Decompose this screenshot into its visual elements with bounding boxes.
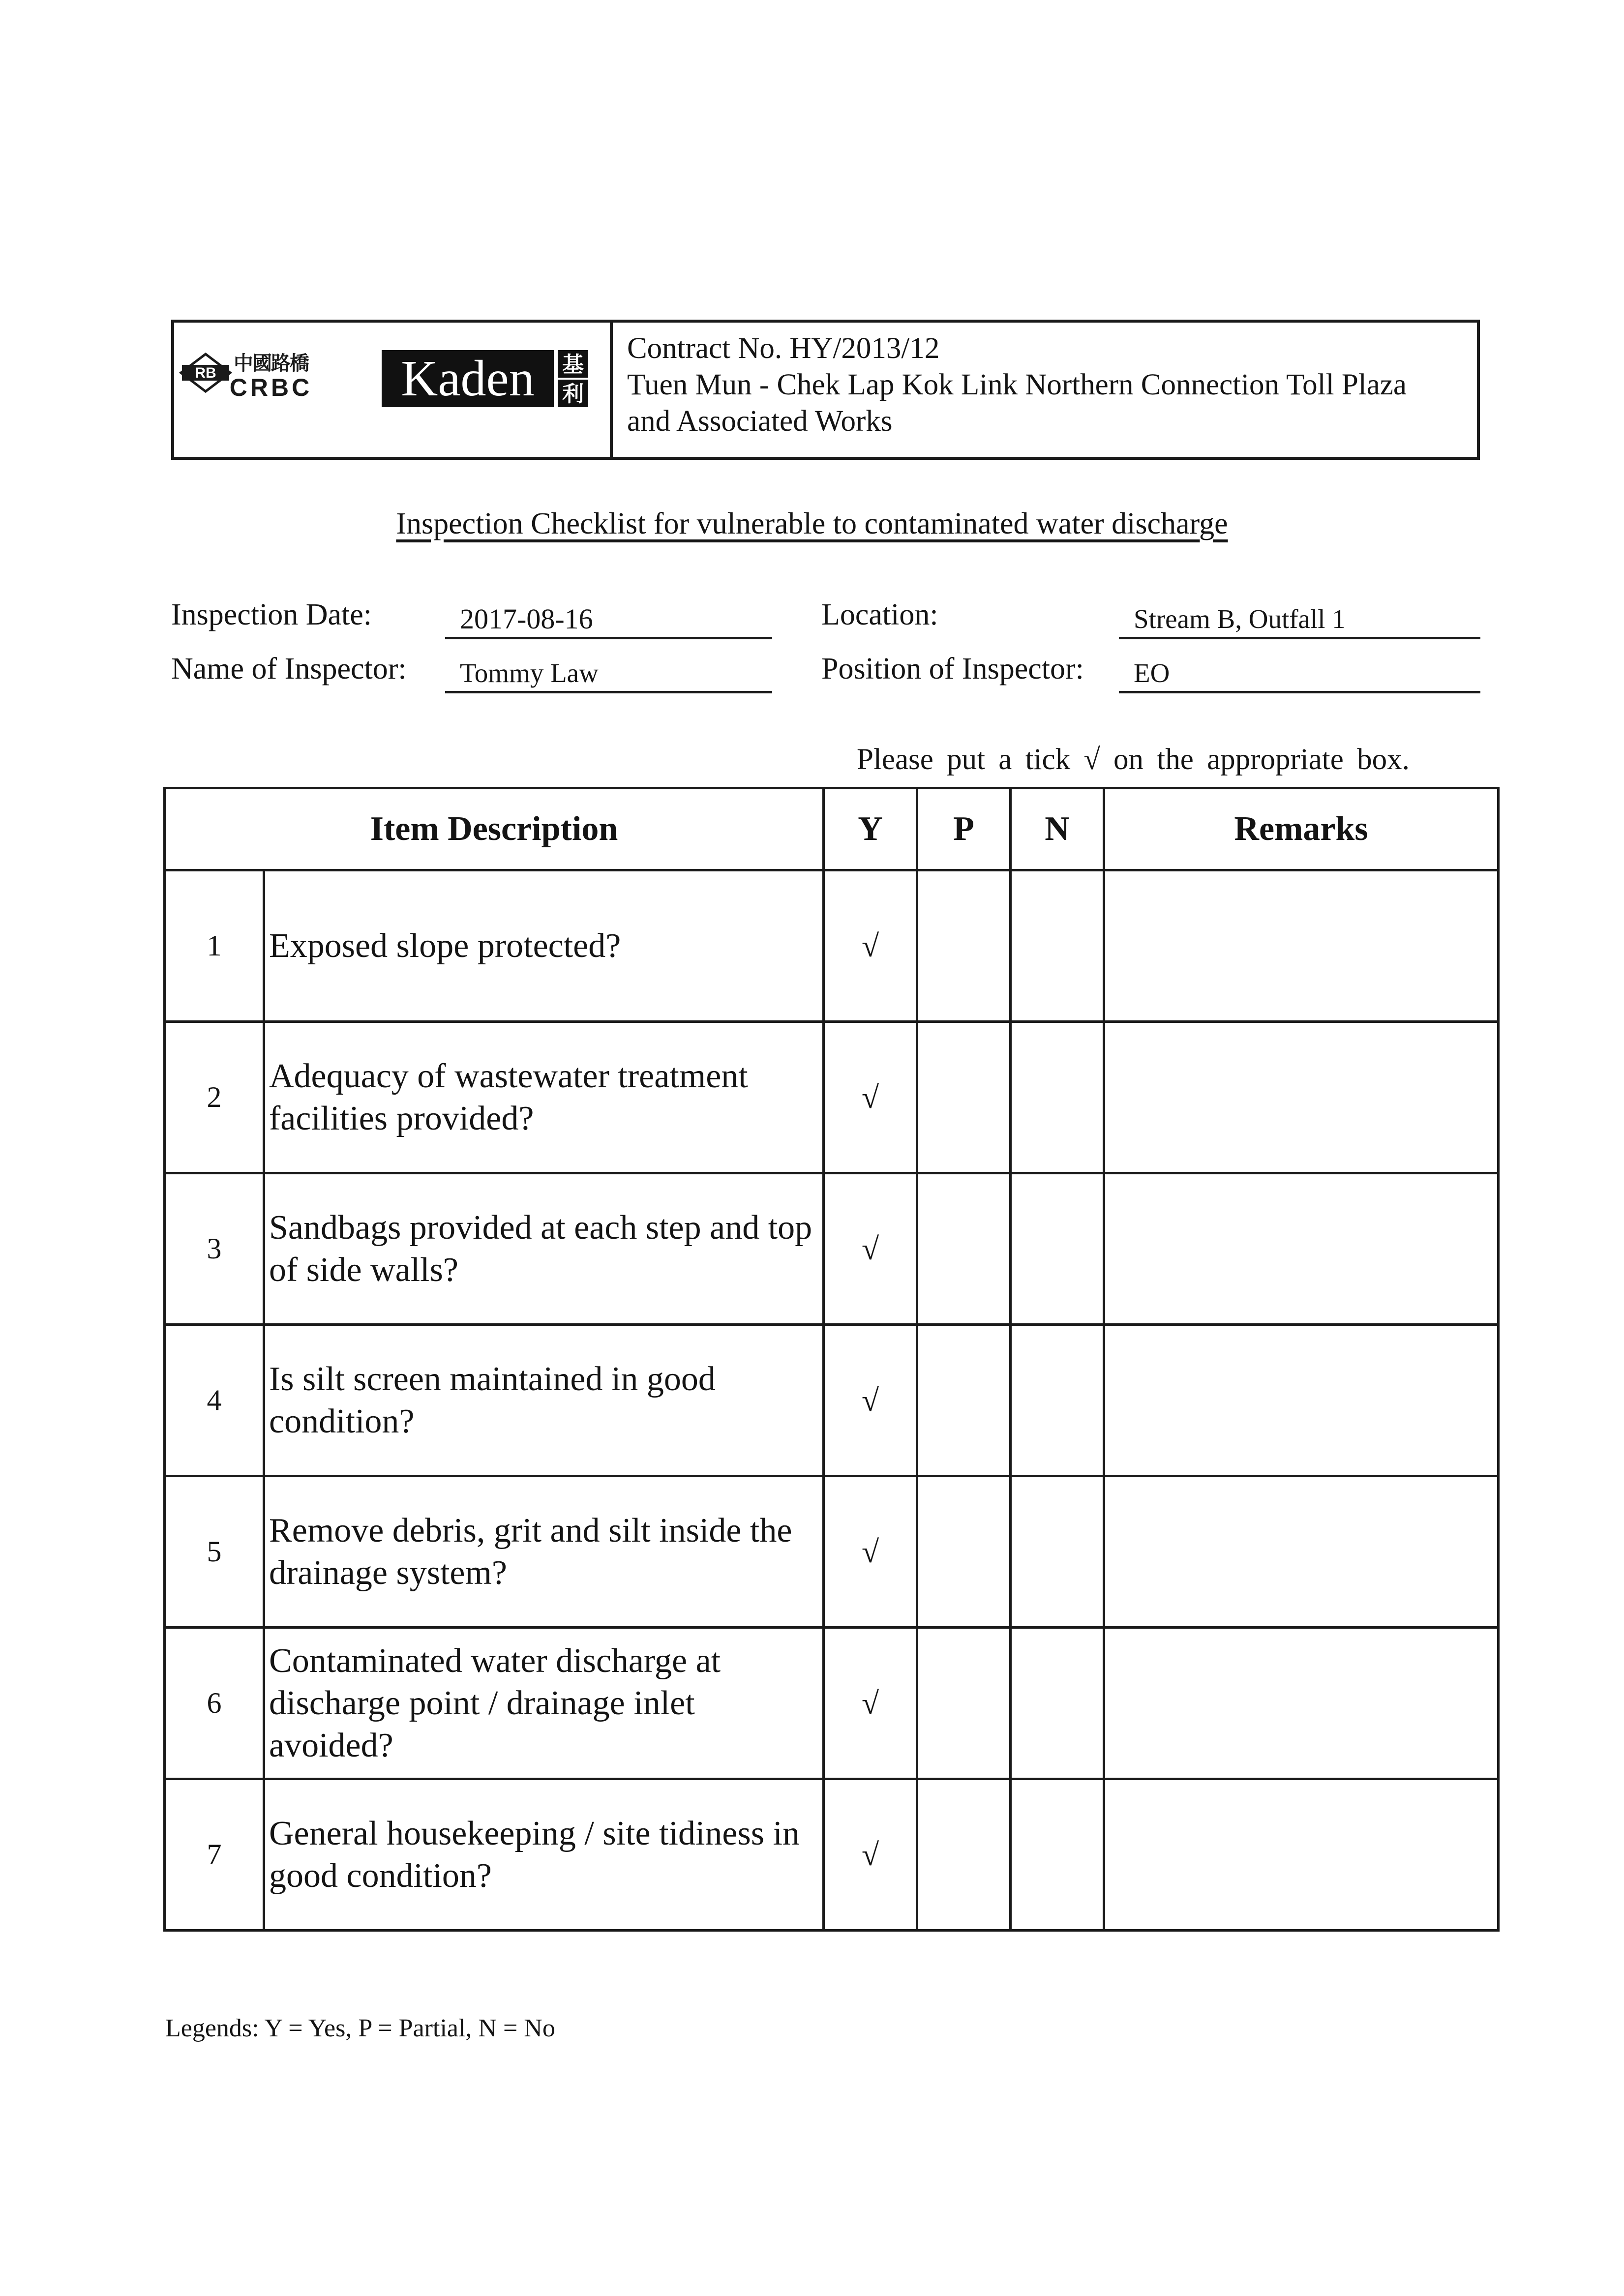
no-cell[interactable]: [1011, 1325, 1104, 1476]
item-description-header: Item Description: [165, 788, 824, 870]
item-description: Adequacy of wastewater treatment facilities provided?: [264, 1022, 824, 1173]
remarks-cell[interactable]: [1104, 1173, 1499, 1325]
table-header-row: [165, 788, 1499, 870]
company-logo: [175, 329, 603, 452]
remarks-cell[interactable]: [1104, 1476, 1499, 1628]
item-number: 2: [165, 1022, 264, 1173]
table-row: [165, 1628, 1499, 1779]
no-cell[interactable]: [1011, 1628, 1104, 1779]
kaden-chinese-char-2: 利: [562, 382, 584, 407]
inspector-name-value: Tommy Law: [445, 654, 772, 693]
kaden-text: Kaden: [401, 350, 535, 407]
inspector-position-label: Position of Inspector:: [821, 652, 1084, 686]
contract-info: [627, 330, 1407, 440]
item-number: 6: [165, 1628, 264, 1779]
no-header: N: [1011, 788, 1104, 870]
partial-cell[interactable]: [917, 870, 1011, 1022]
item-description: Contaminated water discharge at discharge point / drainage inlet avoided?: [264, 1628, 824, 1779]
partial-cell[interactable]: [917, 1476, 1011, 1628]
contract-project-line-1: Tuen Mun - Chek Lap Kok Link Northern Connection Toll Plaza: [627, 368, 1407, 401]
partial-header: P: [917, 788, 1011, 870]
table-row: [165, 1325, 1499, 1476]
no-cell[interactable]: [1011, 1022, 1104, 1173]
partial-cell[interactable]: [917, 1022, 1011, 1173]
chinese-company-name: 中國路橋: [234, 352, 308, 375]
location-label: Location:: [821, 598, 938, 631]
no-cell[interactable]: [1011, 870, 1104, 1022]
yes-cell[interactable]: √: [824, 870, 917, 1022]
remarks-cell[interactable]: [1104, 870, 1499, 1022]
legend-text: Legends: Y = Yes, P = Partial, N = No: [165, 2014, 555, 2042]
partial-cell[interactable]: [917, 1173, 1011, 1325]
yes-cell[interactable]: √: [824, 1628, 917, 1779]
inspection-date-label: Inspection Date:: [171, 598, 372, 631]
item-number: 1: [165, 870, 264, 1022]
contract-project-line-2: and Associated Works: [627, 405, 893, 438]
item-number: 5: [165, 1476, 264, 1628]
document-title: Inspection Checklist for vulnerable to contaminated water discharge: [396, 507, 1228, 540]
table-row: [165, 870, 1499, 1022]
no-cell[interactable]: [1011, 1779, 1104, 1931]
no-cell[interactable]: [1011, 1476, 1104, 1628]
instruction-text: Please put a tick √ on the appropriate box.: [857, 743, 1410, 776]
rb-text: RB: [195, 365, 216, 381]
no-cell[interactable]: [1011, 1173, 1104, 1325]
table-row: [165, 1779, 1499, 1931]
kaden-chinese-char-1: 基: [562, 352, 584, 377]
remarks-cell[interactable]: [1104, 1022, 1499, 1173]
remarks-cell[interactable]: [1104, 1628, 1499, 1779]
contract-number: Contract No. HY/2013/12: [627, 332, 940, 365]
table-row: [165, 1173, 1499, 1325]
item-number: 4: [165, 1325, 264, 1476]
location-value: Stream B, Outfall 1: [1119, 600, 1480, 639]
remarks-cell[interactable]: [1104, 1779, 1499, 1931]
item-description: General housekeeping / site tidiness in good condition?: [264, 1779, 824, 1931]
partial-cell[interactable]: [917, 1325, 1011, 1476]
item-description: Exposed slope protected?: [264, 870, 824, 1022]
remarks-cell[interactable]: [1104, 1325, 1499, 1476]
inspection-date-value: 2017-08-16: [445, 600, 772, 639]
item-description: Remove debris, grit and silt inside the drainage system?: [264, 1476, 824, 1628]
rb-diamond-icon: [181, 354, 230, 391]
item-number: 3: [165, 1173, 264, 1325]
item-description: Is silt screen maintained in good condition?: [264, 1325, 824, 1476]
remarks-header: Remarks: [1104, 788, 1499, 870]
table-row: [165, 1476, 1499, 1628]
crbc-text: CRBC: [229, 374, 313, 401]
yes-cell[interactable]: √: [824, 1476, 917, 1628]
header-divider: [610, 320, 613, 460]
item-number: 7: [165, 1779, 264, 1931]
partial-cell[interactable]: [917, 1779, 1011, 1931]
inspector-position-value: EO: [1119, 654, 1480, 693]
partial-cell[interactable]: [917, 1628, 1011, 1779]
yes-cell[interactable]: √: [824, 1022, 917, 1173]
item-description: Sandbags provided at each step and top of side walls?: [264, 1173, 824, 1325]
yes-cell[interactable]: √: [824, 1779, 917, 1931]
checklist-table: [163, 787, 1500, 1932]
yes-header: Y: [824, 788, 917, 870]
yes-cell[interactable]: √: [824, 1173, 917, 1325]
yes-cell[interactable]: √: [824, 1325, 917, 1476]
inspector-name-label: Name of Inspector:: [171, 652, 407, 686]
table-row: [165, 1022, 1499, 1173]
